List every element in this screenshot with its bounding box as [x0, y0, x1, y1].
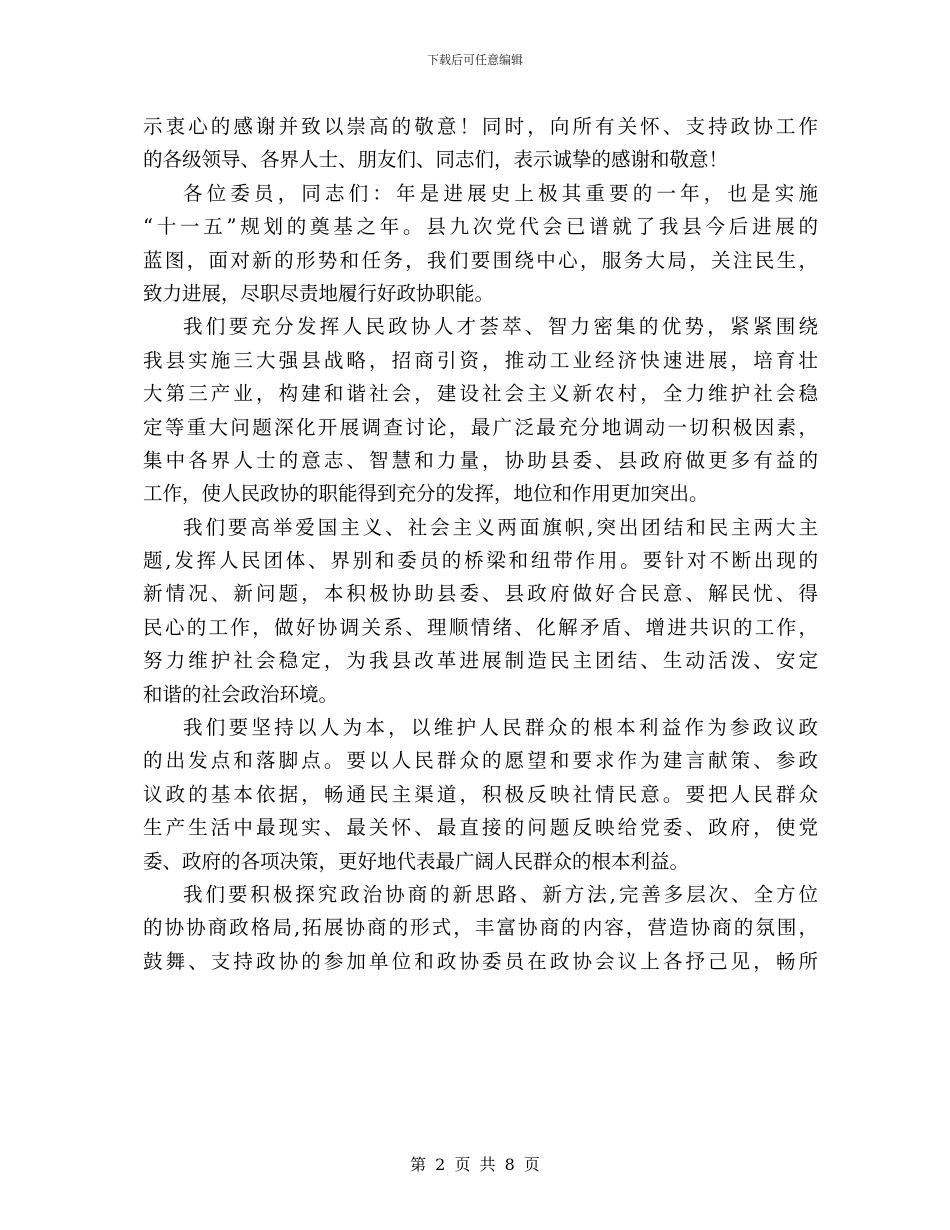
text-line: 的协协商政格局,拓展协商的形式，丰富协商的内容，营造协商的氛围， [143, 916, 818, 940]
text-line: 民心的工作，做好协调关系、理顺情绪、化解矛盾、增进共识的工作， [143, 615, 818, 639]
document-body [143, 110, 818, 978]
text-line: 鼓舞、支持政协的参加单位和政协委员在政协会议上各抒己见，畅所 [143, 949, 818, 973]
text-line: 定等重大问题深化开展调查讨论，最广泛最充分地调动一切积极因素， [143, 415, 818, 439]
text-line: 新情况、新问题，本积极协助县委、县政府做好合民意、解民忧、得 [143, 582, 818, 606]
text-line: 题,发挥人民团体、界别和委员的桥梁和纽带作用。要针对不断出现的 [143, 549, 818, 573]
text-line: 集中各界人士的意志、智慧和力量，协助县委、县政府做更多有益的 [143, 448, 818, 472]
text-line: 的各级领导、各界人士、朋友们、同志们，表示诚挚的感谢和敬意！ [143, 148, 729, 172]
text-line: 蓝图，面对新的形势和任务，我们要围绕中心，服务大局，关注民生， [143, 248, 818, 272]
text-line: 我们要充分发挥人民政协人才荟萃、智力密集的优势，紧紧围绕 [183, 315, 818, 339]
text-line: 委、政府的各项决策，更好地代表最广阔人民群众的根本利益。 [143, 849, 690, 873]
text-line: 我们要积极探究政治协商的新思路、新方法,完善多层次、全方位 [183, 882, 818, 906]
text-line: 和谐的社会政治环境。 [143, 682, 339, 706]
text-line: 我县实施三大强县战略，招商引资，推动工业经济快速进展，培育壮 [143, 348, 818, 372]
text-line: 示衷心的感谢并致以崇高的敬意！同时，向所有关怀、支持政协工作 [143, 115, 818, 138]
text-line: 的出发点和落脚点。要以人民群众的愿望和要求作为建言献策、参政 [143, 749, 818, 773]
text-line: 生产生活中最现实、最关怀、最直接的问题反映给党委、政府，使党 [143, 816, 818, 840]
text-line: 致力进展，尽职尽责地履行好政协职能。 [143, 281, 495, 305]
text-line: 各位委员，同志们：年是进展史上极其重要的一年，也是实施 [183, 181, 818, 205]
text-line: 我们要坚持以人为本，以维护人民群众的根本利益作为参政议政 [183, 716, 818, 740]
text-line: 努力维护社会稳定，为我县改革进展制造民主团结、生动活泼、安定 [143, 649, 818, 673]
text-line: 议政的基本依据，畅通民主渠道，积极反映社情民意。要把人民群众 [143, 782, 818, 806]
text-line: 工作，使人民政协的职能得到充分的发挥，地位和作用更加突出。 [143, 482, 709, 506]
page-header-note: 下载后可任意编辑 [426, 53, 523, 67]
text-line: 我们要高举爱国主义、社会主义两面旗帜,突出团结和民主两大主 [183, 515, 818, 539]
text-line: 大第三产业，构建和谐社会，建设社会主义新农村，全力维护社会稳 [143, 382, 818, 406]
text-line: “十一五”规划的奠基之年。县九次党代会已谱就了我县今后进展的 [143, 215, 818, 239]
page-number-footer: 第 2 页 共 8 页 [410, 1155, 540, 1174]
